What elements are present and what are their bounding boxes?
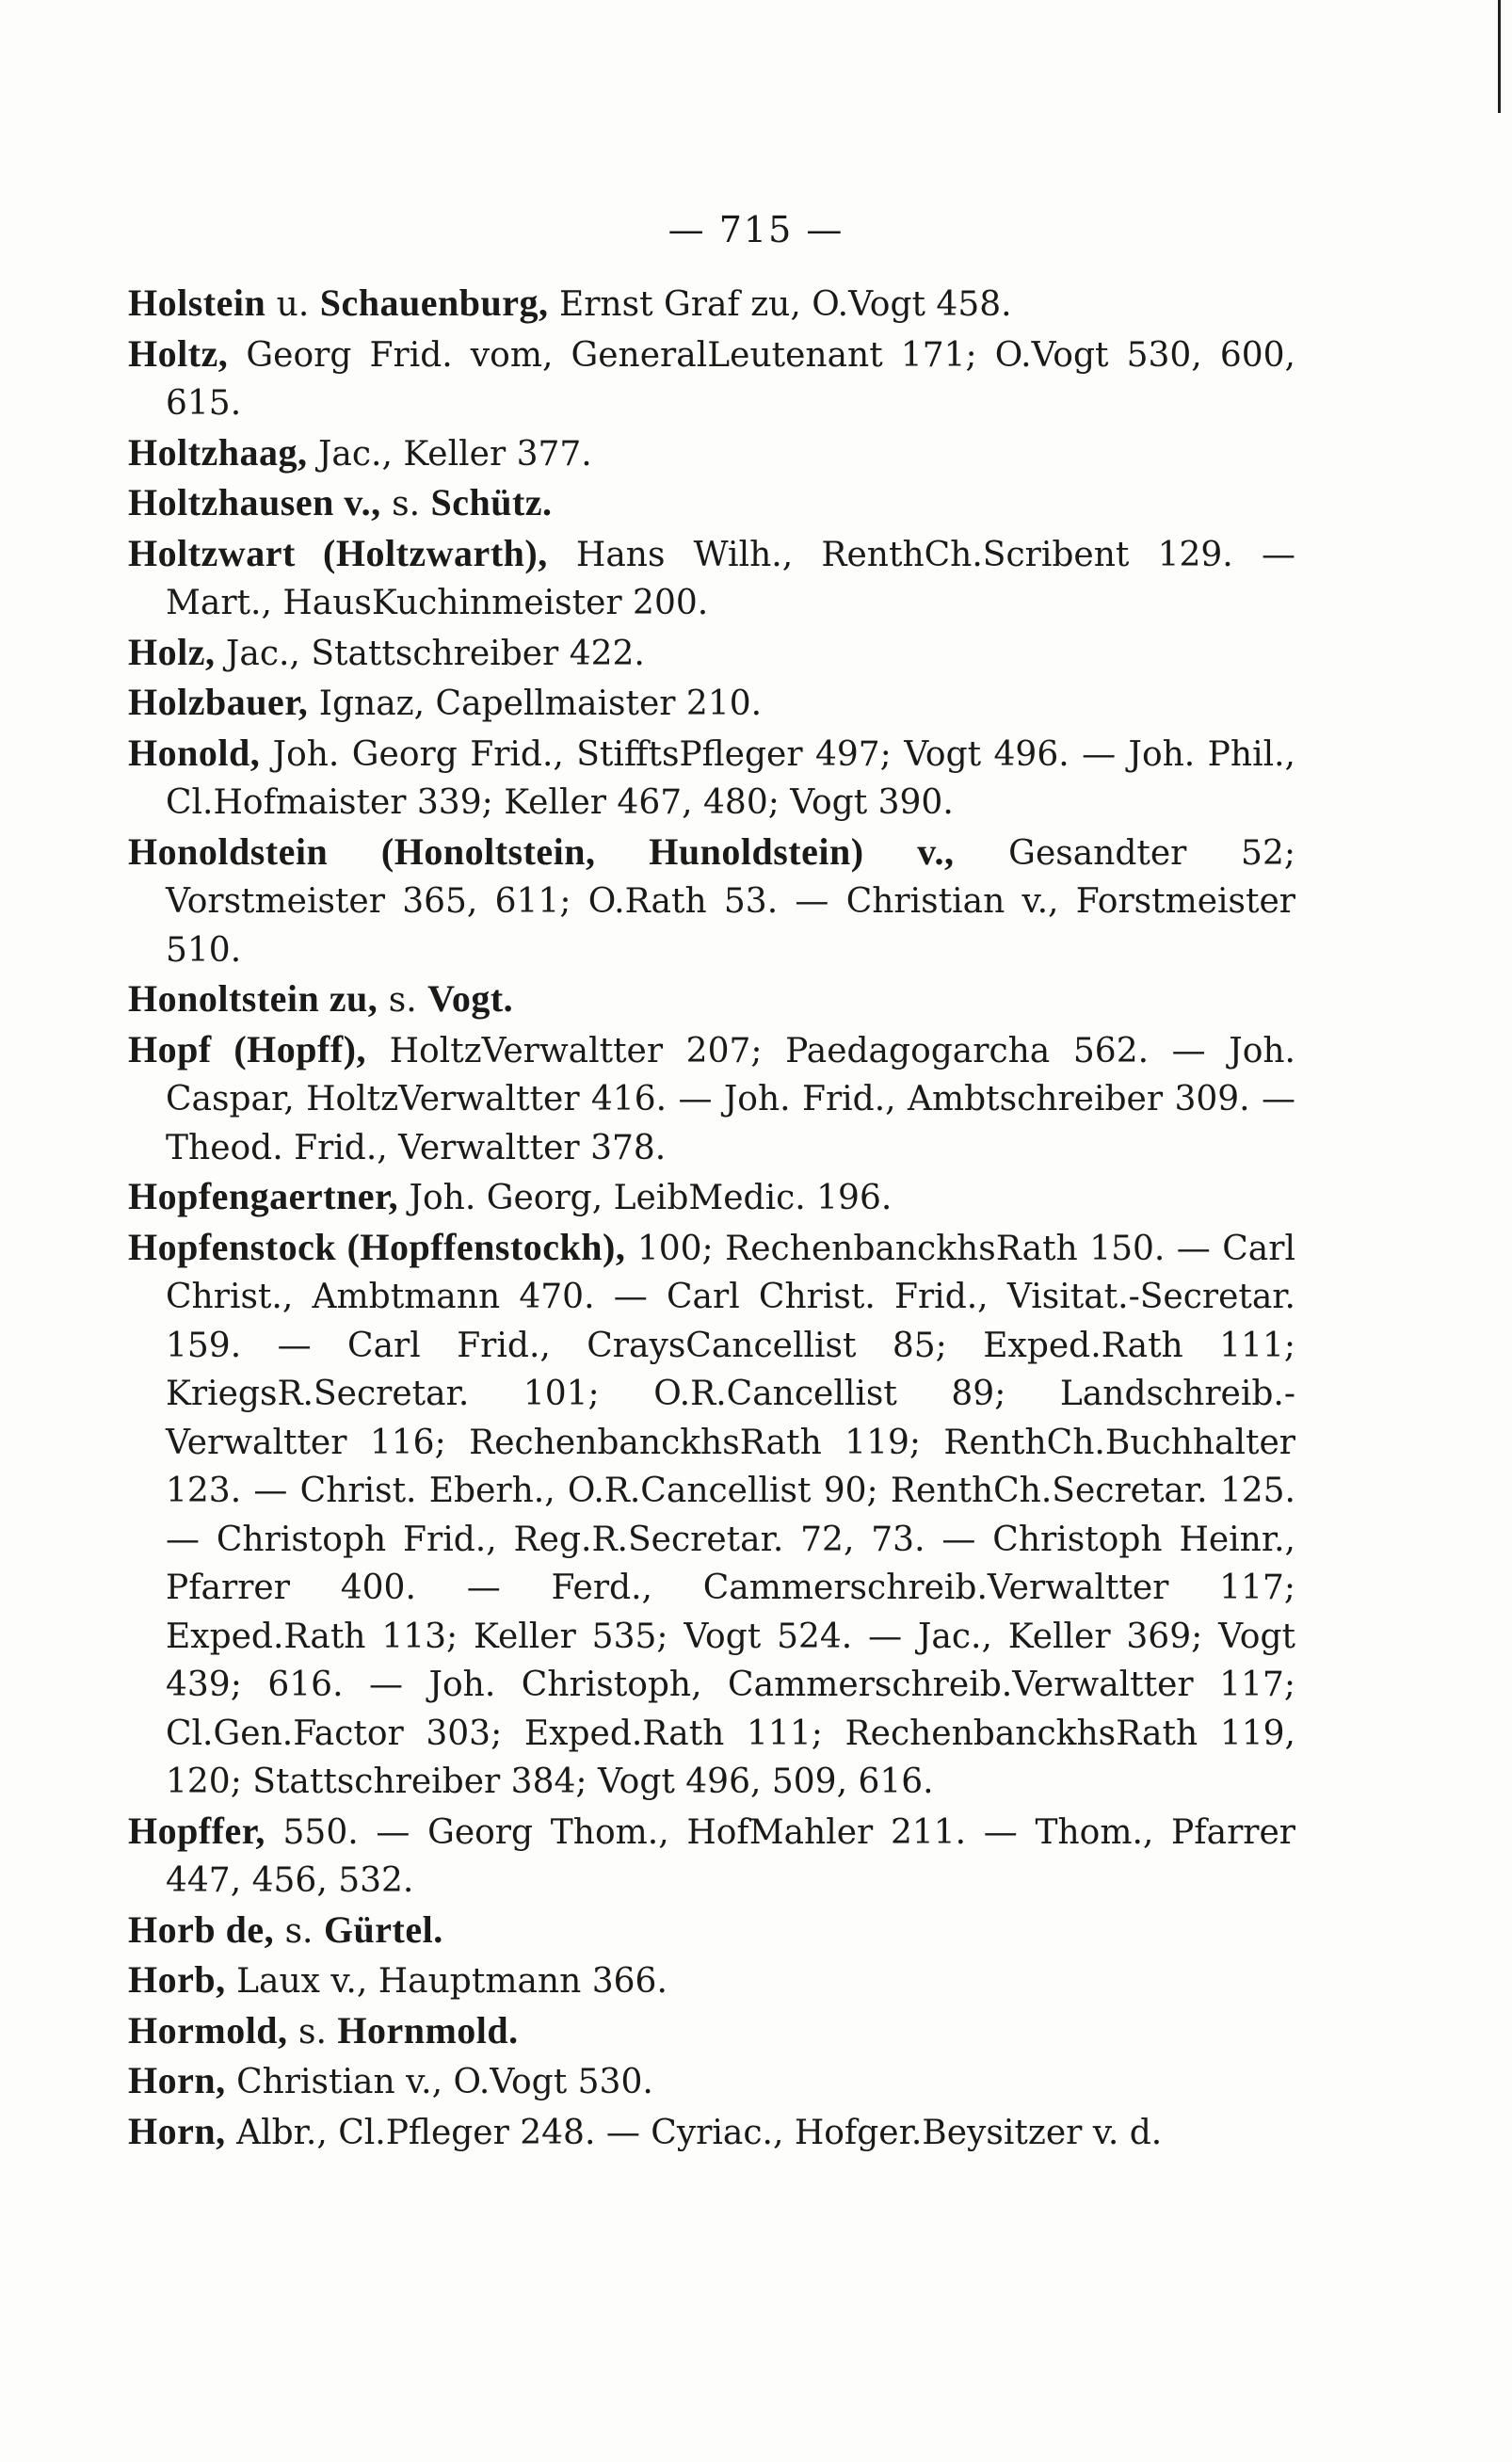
index-entry: [128, 529, 1295, 628]
entry-headword: Hormold,: [128, 2008, 288, 2052]
index-entry: [128, 428, 1295, 479]
page-number: — 715 —: [668, 209, 844, 250]
index-entry: [128, 1906, 1295, 1956]
entry-text: Gesandter 52; Vorstmeister 365, 611; O.Rath 53. — Christian v., Forstmeister 510.: [166, 833, 1295, 970]
entry-reference: Schütz.: [430, 481, 553, 523]
entry-text: Christian v., O.Vogt 530.: [225, 2063, 653, 2101]
entry-headword: Honold,: [128, 731, 261, 774]
entry-headword: Hopfengaertner,: [128, 1175, 399, 1217]
index-entries: [128, 279, 1295, 2157]
entry-text: Hans Wilh., RenthCh.Scribent 129. — Mart., HausKuchinmeister 200.: [166, 535, 1295, 622]
entry-reference: Gürtel.: [323, 1907, 443, 1951]
index-entry: [128, 729, 1295, 828]
entry-text: Laux v., Hauptmann 366.: [225, 1962, 668, 2001]
entry-reference: Schauenburg,: [319, 282, 549, 324]
entry-connector: s.: [378, 981, 428, 1020]
index-entry: [128, 330, 1295, 428]
entry-headword: Honoldstein (Honoltstein, Hunoldstein) v.,: [128, 829, 955, 873]
entry-text: Georg Frid. vom, GeneralLeutenant 171; O.Vogt 530, 600, 615.: [166, 335, 1295, 423]
index-entry: [128, 2006, 1295, 2057]
entry-text: 550. — Georg Thom., HofMahler 211. — Thom., Pfarrer 447, 456, 532.: [166, 1812, 1295, 1900]
index-entry: [128, 478, 1295, 529]
entry-connector: s.: [274, 1911, 324, 1951]
index-entry: [128, 974, 1295, 1025]
entry-headword: Holz,: [128, 630, 216, 673]
entry-reference: Hornmold.: [337, 2008, 519, 2052]
index-entry: [128, 1025, 1295, 1173]
entry-text: Ignaz, Capellmaister 210.: [308, 684, 763, 723]
index-entry: [128, 678, 1295, 729]
index-entry: [128, 1172, 1295, 1223]
index-entry: [128, 1223, 1295, 1807]
entry-connector: u.: [265, 285, 320, 324]
entry-text: Albr., Cl.Pfleger 248. — Cyriac., Hofger.Beysitzer v. d.: [225, 2113, 1163, 2152]
entry-headword: Hopffer,: [128, 1809, 265, 1852]
scan-edge-line: [1498, 0, 1501, 113]
entry-reference: Vogt.: [427, 977, 514, 1020]
index-entry: [128, 2107, 1295, 2158]
entry-text: Joh. Georg, LeibMedic. 196.: [398, 1179, 893, 1217]
entry-headword: Hopf (Hopff),: [128, 1027, 366, 1070]
entry-text: Jac., Stattschreiber 422.: [215, 634, 645, 673]
entry-connector: s.: [287, 2012, 338, 2052]
entry-headword: Honoltstein zu,: [128, 977, 378, 1020]
entry-headword: Holtzhausen v.,: [128, 481, 381, 523]
entry-headword: Holzbauer,: [128, 681, 309, 723]
index-entry: [128, 628, 1295, 679]
entry-headword: Horn,: [128, 2109, 226, 2152]
entry-headword: Holtzhaag,: [128, 430, 308, 474]
entry-headword: Holstein: [128, 282, 266, 324]
index-entry: [128, 2056, 1295, 2107]
entry-text: Ernst Graf zu, O.Vogt 458.: [548, 285, 1012, 324]
entry-headword: Holtz,: [128, 331, 229, 375]
entry-headword: Hopfenstock (Hopffenstockh),: [128, 1225, 626, 1268]
index-entry: [128, 1807, 1295, 1906]
entry-headword: Holtzwart (Holtzwarth),: [128, 531, 548, 574]
index-entry: [128, 828, 1295, 975]
entry-text: 100; RechenbanckhsRath 150. — Carl Christ., Ambtmann 470. — Carl Christ. Frid., Visitat.-Secretar. 159. — Carl Frid., CraysCancellist 85; Exped.Rath 111; KriegsR.Secretar. 101; O.R.Cancellist 89; Landschreib.-Verwaltter 116; RechenbanckhsRath 119; RenthCh.Buchhalter 123. — Christ. Eberh., O.R.Cancellist 90; RenthCh.Secretar. 125. — Christoph Frid., Reg.R.Secretar. 72, 73. — Christoph Heinr., Pfarrer 400. — Ferd., Cammerschreib.Verwaltter 117; Exped.Rath 113; Keller 535; Vogt 524. — Jac., Keller 369; Vogt 439; 616. — Joh. Christoph, Cammerschreib.Verwaltter 117; Cl.Gen.Factor 303; Exped.Rath 111; RechenbanckhsRath 119, 120; Stattschreiber 384; Vogt 496, 509, 616.: [166, 1229, 1295, 1801]
entry-text: Jac., Keller 377.: [307, 434, 592, 474]
index-entry: [128, 1955, 1295, 2006]
entry-headword: Horb de,: [128, 1907, 275, 1951]
entry-connector: s.: [380, 485, 431, 523]
index-entry: [128, 279, 1295, 330]
entry-headword: Horn,: [128, 2059, 226, 2101]
entry-headword: Horb,: [128, 1958, 226, 2001]
entry-text: Joh. Georg Frid., StifftsPfleger 497; Vogt 496. — Joh. Phil., Cl.Hofmaister 339; Keller 467, 480; Vogt 390.: [166, 734, 1295, 822]
entry-text: HoltzVerwaltter 207; Paedagogarcha 562. — Joh. Caspar, HoltzVerwaltter 416. — Joh. Frid., Ambtschreiber 309. — Theod. Frid., Verwaltter 378.: [166, 1031, 1295, 1167]
